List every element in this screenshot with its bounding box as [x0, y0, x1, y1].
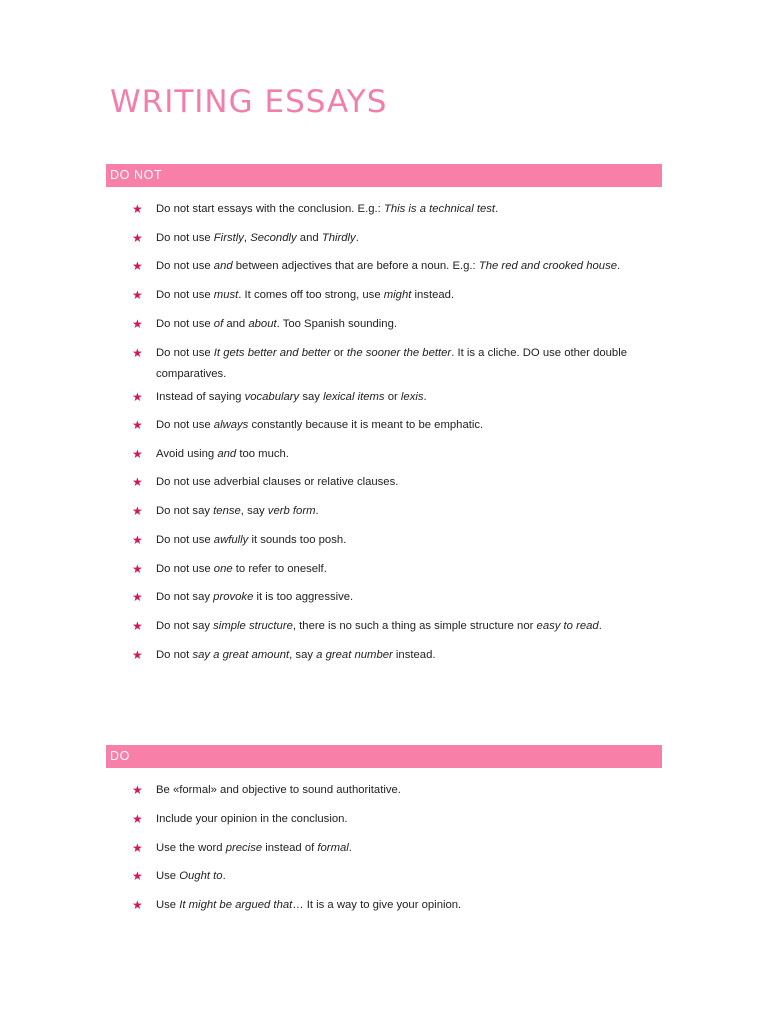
text-run: . — [423, 391, 427, 403]
emphasized-term: say a great amount — [192, 649, 290, 661]
text-run: Do not use — [156, 318, 214, 330]
emphasized-term: simple structure — [213, 620, 293, 632]
list-item-text — [156, 530, 656, 551]
list-item-text — [156, 866, 656, 887]
list-item-text — [156, 256, 656, 277]
text-run: Include your opinion in the conclusion. — [156, 813, 348, 825]
page-title: WRITING ESSAYS — [110, 84, 388, 120]
star-icon: ★ — [132, 783, 143, 797]
list-item-text — [156, 228, 656, 249]
text-run: Do not — [156, 649, 193, 661]
emphasized-term: lexis — [400, 391, 424, 403]
star-icon: ★ — [132, 869, 143, 883]
emphasized-term: a great number — [316, 649, 393, 661]
text-run: Do not use — [156, 232, 214, 244]
text-run: . Too Spanish sounding. — [276, 318, 398, 330]
emphasized-term: precise — [225, 842, 263, 854]
text-run: Instead of saying — [156, 391, 245, 403]
emphasized-term: and — [213, 260, 233, 272]
list-item-text — [156, 559, 656, 580]
text-run: between adjectives that are before a noun. E.g.: — [232, 260, 479, 272]
text-run: and — [296, 232, 322, 244]
emphasized-term: Firstly — [213, 232, 244, 244]
star-icon: ★ — [132, 202, 143, 216]
list-item-text — [156, 285, 656, 306]
list-item-text — [156, 415, 656, 436]
text-run: , — [243, 232, 251, 244]
text-run: Do not start essays with the conclusion. E.g.: — [156, 203, 384, 215]
text-run: or — [330, 347, 347, 359]
list-item-text — [156, 387, 656, 408]
star-icon: ★ — [132, 418, 143, 432]
list-item-text — [156, 895, 656, 916]
list-item-text — [156, 809, 656, 830]
list-item-text — [156, 444, 656, 465]
list-item-text — [156, 616, 656, 637]
text-run: Do not use — [156, 419, 214, 431]
text-run: Do not use — [156, 260, 214, 272]
emphasized-term: It might be argued that — [179, 899, 293, 911]
emphasized-term: and — [217, 448, 237, 460]
text-run: Be «formal» and objective to sound authoritative. — [156, 784, 401, 796]
section-heading-do-not: DO NOT — [106, 164, 662, 187]
text-run: Do not use adverbial clauses or relative clauses. — [156, 476, 399, 488]
star-icon: ★ — [132, 590, 143, 604]
star-icon: ★ — [132, 648, 143, 662]
text-run: … It is a way to give your opinion. — [292, 899, 462, 911]
emphasized-term: Secondly — [250, 232, 297, 244]
list-item-text — [156, 780, 656, 801]
text-run: Use the word — [156, 842, 226, 854]
text-run: Do not use — [156, 347, 214, 359]
text-run: constantly because it is meant to be emphatic. — [248, 419, 484, 431]
star-icon: ★ — [132, 390, 143, 404]
star-icon: ★ — [132, 898, 143, 912]
list-item-text — [156, 199, 656, 220]
star-icon: ★ — [132, 841, 143, 855]
star-icon: ★ — [132, 504, 143, 518]
emphasized-term: about — [248, 318, 277, 330]
text-run: . — [348, 842, 352, 854]
text-run: instead. — [411, 289, 455, 301]
emphasized-term: easy to read — [536, 620, 599, 632]
list-item-text — [156, 314, 656, 335]
list-item-text — [156, 587, 656, 608]
list-item-text — [156, 838, 656, 859]
text-run: or — [384, 391, 401, 403]
text-run: . — [495, 203, 499, 215]
emphasized-term: might — [383, 289, 412, 301]
star-icon: ★ — [132, 317, 143, 331]
text-run: and — [223, 318, 249, 330]
emphasized-term: always — [213, 419, 249, 431]
section-heading-do: DO — [106, 745, 662, 768]
star-icon: ★ — [132, 562, 143, 576]
star-icon: ★ — [132, 288, 143, 302]
text-run: instead of — [262, 842, 318, 854]
text-run: Do not use — [156, 534, 214, 546]
text-run: , say — [289, 649, 317, 661]
star-icon: ★ — [132, 259, 143, 273]
text-run: Use — [156, 899, 180, 911]
emphasized-term: Thirdly — [321, 232, 356, 244]
emphasized-term: Ought to — [179, 870, 223, 882]
star-icon: ★ — [132, 533, 143, 547]
emphasized-term: formal — [317, 842, 349, 854]
text-run: too much. — [236, 448, 289, 460]
text-run: . — [598, 620, 602, 632]
emphasized-term: verb form — [267, 505, 316, 517]
text-run: . It is a cliche. DO use other double comparatives. — [156, 347, 628, 380]
text-run: it sounds too posh. — [248, 534, 347, 546]
star-icon: ★ — [132, 475, 143, 489]
text-run: . — [222, 870, 226, 882]
text-run: . It comes off too strong, use — [238, 289, 384, 301]
text-run: instead. — [392, 649, 436, 661]
text-run: . — [315, 505, 319, 517]
emphasized-term: vocabulary — [244, 391, 300, 403]
emphasized-term: The red and crooked house — [478, 260, 617, 272]
text-run: it is too aggressive. — [253, 591, 354, 603]
emphasized-term: must — [213, 289, 239, 301]
star-icon: ★ — [132, 447, 143, 461]
list-item-text — [156, 501, 656, 522]
text-run: Do not say — [156, 620, 214, 632]
emphasized-term: This is a technical test — [383, 203, 496, 215]
emphasized-term: awfully — [213, 534, 249, 546]
emphasized-term: It gets better and better — [213, 347, 331, 359]
text-run: Avoid using — [156, 448, 218, 460]
text-run: say — [299, 391, 324, 403]
emphasized-term: lexical items — [323, 391, 385, 403]
text-run: . — [617, 260, 621, 272]
list-item-text — [156, 472, 656, 493]
emphasized-term: one — [213, 563, 233, 575]
star-icon: ★ — [132, 346, 143, 360]
text-run: Do not use — [156, 563, 214, 575]
text-run: Do not use — [156, 289, 214, 301]
text-run: Do not say — [156, 505, 214, 517]
star-icon: ★ — [132, 812, 143, 826]
emphasized-term: provoke — [213, 591, 254, 603]
list-item-text — [156, 343, 656, 385]
text-run: to refer to oneself. — [232, 563, 327, 575]
text-run: Use — [156, 870, 180, 882]
text-run: , say — [240, 505, 268, 517]
list-item-text — [156, 645, 656, 666]
text-run: , there is no such a thing as simple structure nor — [292, 620, 537, 632]
star-icon: ★ — [132, 619, 143, 633]
emphasized-term: of — [213, 318, 224, 330]
emphasized-term: the sooner the better — [346, 347, 452, 359]
text-run: Do not say — [156, 591, 214, 603]
emphasized-term: tense — [213, 505, 241, 517]
text-run: . — [355, 232, 359, 244]
star-icon: ★ — [132, 231, 143, 245]
